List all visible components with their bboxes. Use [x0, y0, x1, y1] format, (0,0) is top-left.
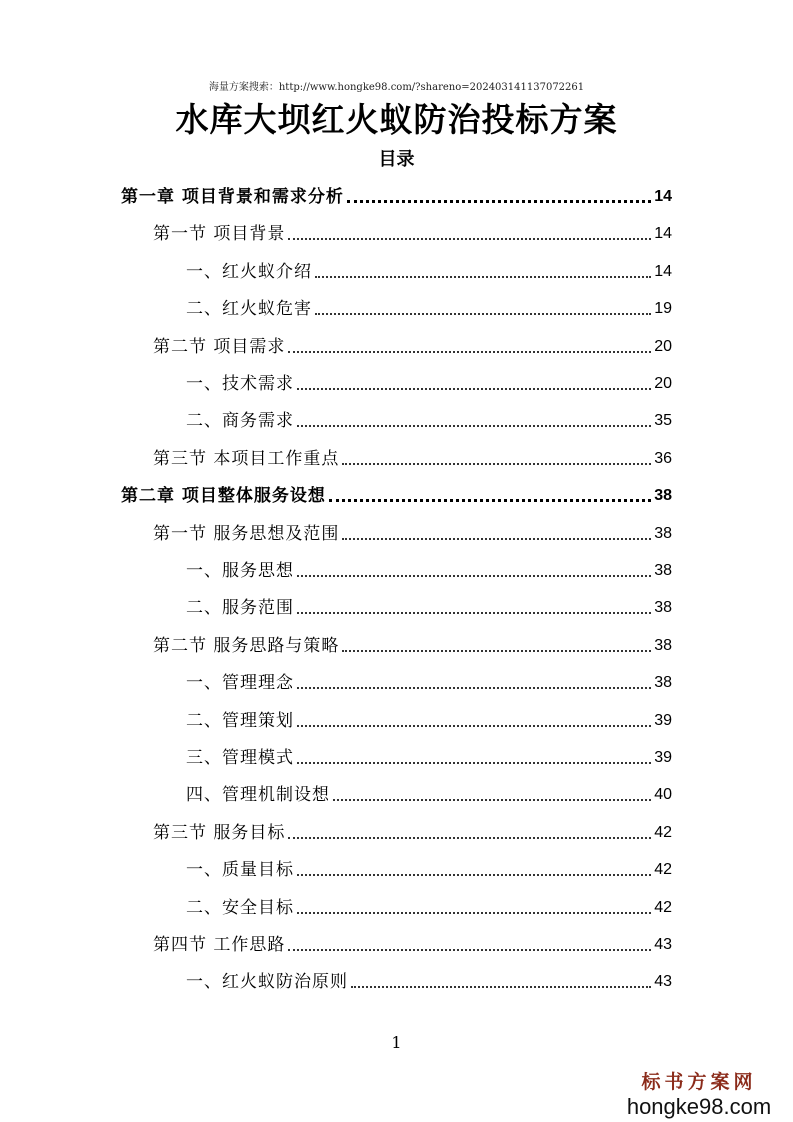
document-title: 水库大坝红火蚁防治投标方案 — [175, 100, 618, 139]
toc-entry[interactable] — [186, 891, 672, 919]
toc-entry[interactable] — [153, 816, 672, 844]
toc-entry-label: 第三节 服务目标 — [153, 822, 286, 843]
toc-entry-page: 35 — [654, 412, 672, 430]
toc-leader-dots — [297, 612, 651, 614]
toc-entry-label: 第二节 项目需求 — [153, 336, 286, 357]
toc-leader-dots — [297, 687, 651, 689]
toc-leader-dots — [329, 499, 651, 502]
toc-entry[interactable] — [186, 367, 672, 395]
toc-entry[interactable] — [186, 292, 672, 320]
watermark-en: hongke98.com — [626, 1094, 772, 1119]
toc-entry-label: 二、服务范围 — [186, 598, 294, 619]
page-number: 1 — [391, 1033, 402, 1052]
toc-entry-label: 一、红火蚁介绍 — [186, 261, 312, 282]
toc-leader-dots — [297, 874, 651, 876]
toc-entry-page: 38 — [654, 487, 672, 505]
toc-entry[interactable] — [186, 853, 672, 881]
toc-entry-page: 43 — [654, 973, 672, 991]
toc-entry-label: 一、红火蚁防治原则 — [186, 972, 348, 993]
toc-entry[interactable] — [121, 479, 672, 507]
toc-entry[interactable] — [186, 255, 672, 283]
toc-entry-page: 42 — [654, 898, 672, 916]
toc-entry-page: 20 — [654, 337, 672, 355]
toc-entry[interactable] — [186, 404, 672, 432]
toc-entry-label: 二、安全目标 — [186, 897, 294, 918]
toc-leader-dots — [342, 650, 651, 652]
toc-leader-dots — [351, 986, 651, 988]
toc-entry-label: 第二章 项目整体服务设想 — [121, 486, 326, 507]
toc-entry-page: 39 — [654, 711, 672, 729]
toc-entry-label: 四、管理机制设想 — [186, 785, 330, 806]
header-search-url: 海量方案搜索：http://www.hongke98.com/?shareno=202403141137072261 — [208, 82, 585, 93]
toc-entry-page: 42 — [654, 861, 672, 879]
toc-entry-page: 14 — [654, 225, 672, 243]
toc-entry-page: 14 — [654, 262, 672, 280]
toc-leader-dots — [315, 276, 651, 278]
toc-entry[interactable] — [121, 180, 672, 208]
toc-leader-dots — [342, 538, 651, 540]
toc-entry[interactable] — [153, 330, 672, 358]
toc-entry[interactable] — [186, 965, 672, 993]
toc-leader-dots — [342, 463, 651, 465]
toc-entry-page: 40 — [654, 786, 672, 804]
toc-leader-dots — [288, 949, 651, 951]
toc-entry-page: 36 — [654, 449, 672, 467]
toc-leader-dots — [297, 912, 651, 914]
toc-entry[interactable] — [153, 928, 672, 956]
toc-entry-label: 一、质量目标 — [186, 860, 294, 881]
toc-entry-page: 14 — [654, 188, 672, 205]
toc-entry-page: 42 — [654, 823, 672, 841]
toc-entry-page: 39 — [654, 749, 672, 766]
toc-entry-label: 第一章 项目背景和需求分析 — [121, 187, 344, 207]
toc-leader-dots — [333, 799, 651, 801]
watermark-cn: 标书方案网 — [641, 1071, 757, 1093]
toc-leader-dots — [288, 238, 651, 240]
toc-entry-label: 一、技术需求 — [186, 374, 294, 394]
toc-entry-label: 二、商务需求 — [186, 411, 294, 432]
toc-entry-page: 38 — [654, 599, 672, 617]
toc-leader-dots — [347, 200, 651, 203]
toc-leader-dots — [297, 762, 651, 764]
toc-entry[interactable] — [186, 778, 672, 806]
toc-entry-label: 三、管理模式 — [186, 748, 294, 768]
toc-entry-page: 19 — [654, 300, 672, 318]
toc-entry[interactable] — [186, 704, 672, 732]
toc-entry-label: 第二节 服务思路与策略 — [153, 635, 340, 656]
toc-leader-dots — [297, 425, 651, 427]
toc-leader-dots — [297, 575, 651, 577]
toc-entry[interactable] — [153, 442, 672, 470]
toc-leader-dots — [288, 351, 651, 353]
toc-entry[interactable] — [186, 554, 672, 582]
toc-entry-label: 第一节 服务思想及范围 — [153, 523, 340, 544]
toc-entry-label: 第三节 本项目工作重点 — [153, 448, 340, 469]
toc-entry-page: 38 — [654, 562, 672, 579]
toc-entry[interactable] — [153, 217, 672, 245]
toc-entry-page: 38 — [654, 524, 672, 542]
toc-leader-dots — [297, 725, 651, 727]
toc-leader-dots — [297, 388, 651, 390]
toc-leader-dots — [315, 313, 651, 315]
toc-entry[interactable] — [186, 666, 672, 694]
toc-entry-page: 38 — [654, 636, 672, 654]
toc-entry-page: 38 — [654, 674, 672, 692]
toc-entry-label: 第一节 项目背景 — [153, 224, 286, 245]
toc-entry[interactable] — [153, 629, 672, 657]
toc-entry-label: 第四节 工作思路 — [153, 935, 286, 955]
toc-entry-label: 二、红火蚁危害 — [186, 299, 312, 320]
toc-leader-dots — [288, 837, 651, 839]
toc-entry-page: 43 — [654, 936, 672, 953]
toc-entry-label: 一、管理理念 — [186, 673, 294, 694]
toc-entry[interactable] — [186, 591, 672, 619]
toc-entry[interactable] — [186, 741, 672, 769]
toc-entry-label: 二、管理策划 — [186, 710, 294, 731]
toc-entry-page: 20 — [654, 375, 672, 392]
toc-entry[interactable] — [153, 517, 672, 545]
toc-heading: 目录 — [378, 149, 415, 170]
watermark-logo — [619, 1070, 779, 1120]
toc-entry-label: 一、服务思想 — [186, 561, 294, 581]
